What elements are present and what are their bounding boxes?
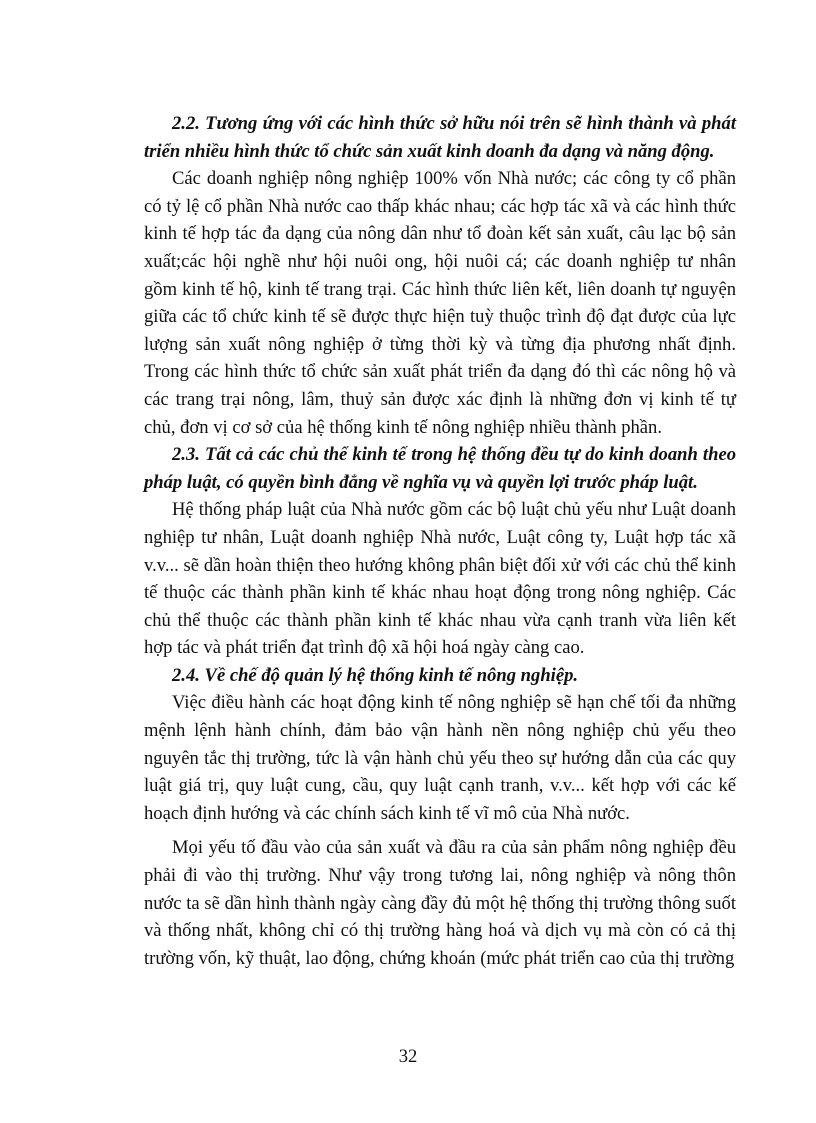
paragraph: Các doanh nghiệp nông nghiệp 100% vốn Nhà nước; các công ty cổ phần có tỷ lệ cổ phần Nhà nước cao thấp khác nhau; các hợp tác xã và các hình thức kinh tế hợp tác đa dạng của nông dân như tổ đoàn kết sản xuất, câu lạc bộ sản xuất;các hội nghề như hội nuôi ong, hội nuôi cá; các doanh nghiệp tư nhân gồm kinh tế hộ, kinh tế trang trại. Các hình thức liên kết, liên doanh tự nguyện giữa các tổ chức kinh tế sẽ được thực hiện tuỳ thuộc trình độ đạt được của lực lượng sản xuất nông nghiệp ở từng thời kỳ và từng địa phương nhất định. Trong các hình thức tổ chức sản xuất phát triển đa dạng đó thì các nông hộ và các trang trại nông, lâm, thuỷ sản được xác định là những đơn vị kinh tế tự chủ, đơn vị cơ sở của hệ thống kinh tế nông nghiệp nhiều thành phần. (144, 168, 736, 438)
section-heading-2-2: 2.2. Tương ứng với các hình thức sở hữu nói trên sẽ hình thành và phát triển nhiều hình thức tổ chức sản xuất kinh doanh đa dạng và năng động. (144, 113, 736, 162)
document-body (144, 110, 736, 972)
section-heading-2-3: 2.3. Tất cả các chủ thể kinh tế trong hệ thống đều tự do kinh doanh theo pháp luật, có quyền bình đẳng về nghĩa vụ và quyền lợi trước pháp luật. (144, 444, 736, 493)
page-number: 32 (398, 1046, 418, 1067)
section-heading-2-4: 2.4. Về chế độ quản lý hệ thống kinh tế nông nghiệp. (172, 664, 579, 686)
paragraph: Mọi yếu tố đầu vào của sản xuất và đầu ra của sản phẩm nông nghiệp đều phải đi vào thị trường. Như vậy trong tương lai, nông nghiệp và nông thôn nước ta sẽ dần hình thành ngày càng đầy đủ một hệ thống thị trường thông suốt và thống nhất, không chỉ có thị trường hàng hoá và dịch vụ mà còn có cả thị trường vốn, kỹ thuật, lao động, chứng khoán (mức phát triển cao của thị trường (144, 837, 736, 969)
paragraph: Việc điều hành các hoạt động kinh tế nông nghiệp sẽ hạn chế tối đa những mệnh lệnh hành chính, đảm bảo vận hành nền nông nghiệp chủ yếu theo nguyên tắc thị trường, tức là vận hành chủ yếu theo sự hướng dẫn của các quy luật giá trị, quy luật cung, cầu, quy luật cạnh tranh, v.v... kết hợp với các kế hoạch định hướng và các chính sách kinh tế vĩ mô của Nhà nước. (144, 692, 736, 824)
paragraph: Hệ thống pháp luật của Nhà nước gồm các bộ luật chủ yếu như Luật doanh nghiệp tư nhân, Luật doanh nghiệp Nhà nước, Luật công ty, Luật hợp tác xã v.v... sẽ dần hoàn thiện theo hướng không phân biệt đối xử với các chủ thể kinh tế thuộc các thành phần kinh tế khác nhau hoạt động trong nông nghiệp. Các chủ thể thuộc các thành phần kinh tế khác nhau vừa cạnh tranh vừa liên kết hợp tác và phát triển đạt trình độ xã hội hoá ngày càng cao. (144, 499, 736, 659)
